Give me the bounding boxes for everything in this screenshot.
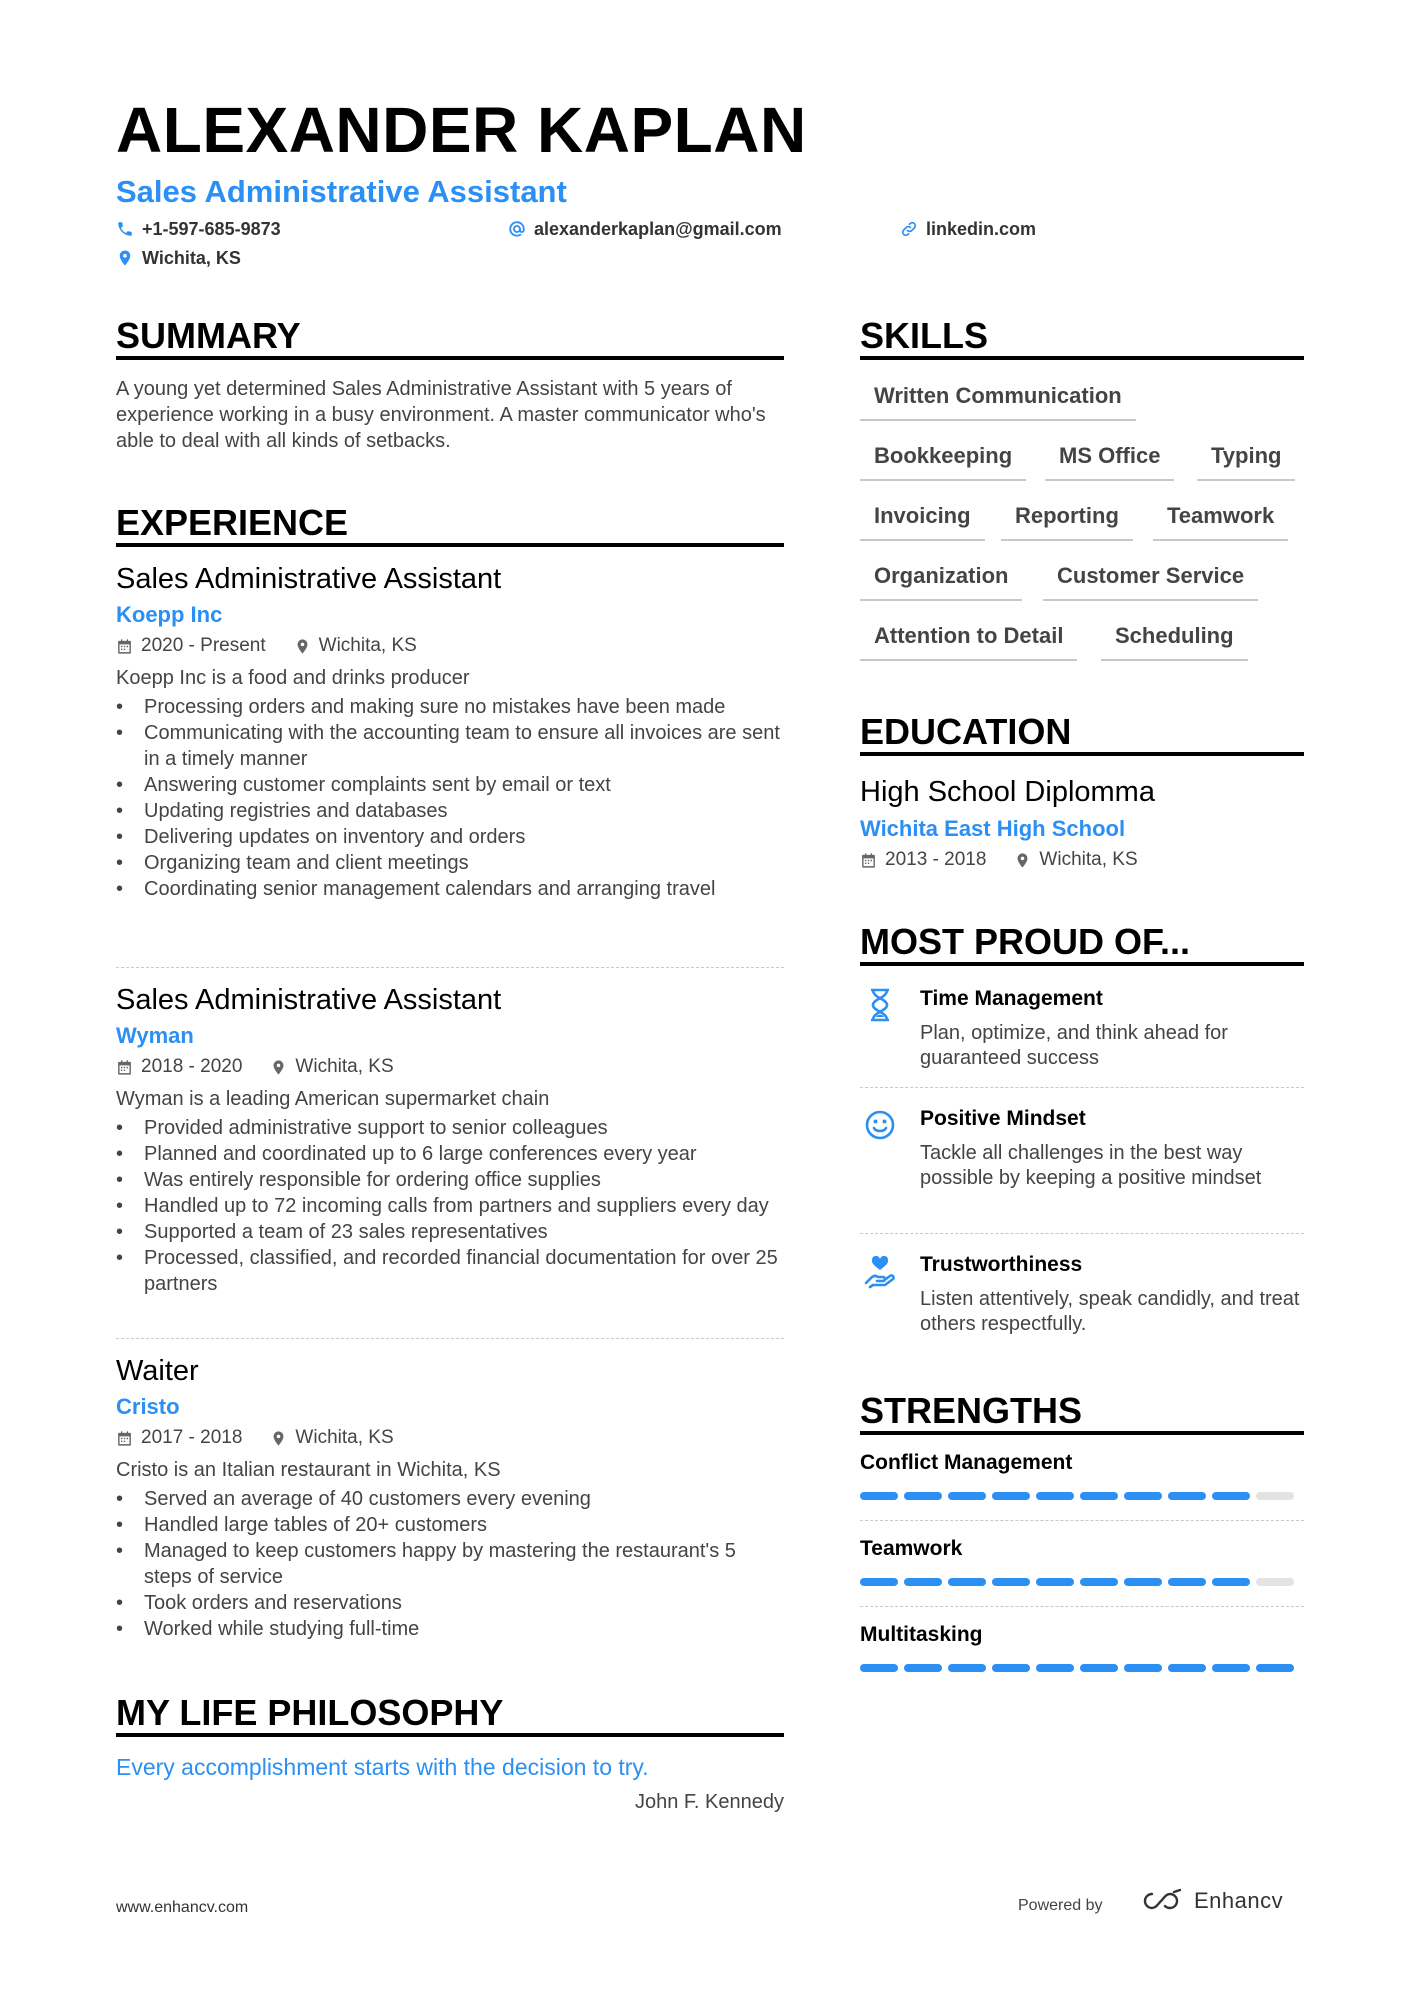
job-location [270, 1424, 393, 1452]
skill-tag: Customer Service [1043, 563, 1258, 601]
education-heading: EDUCATION [860, 711, 1072, 752]
strength-segment-filled [1036, 1578, 1074, 1586]
strength-segment-filled [992, 1664, 1030, 1672]
strength-segment-empty [1256, 1578, 1294, 1586]
philosophy-author: John F. Kennedy [635, 1791, 784, 1813]
skill-tag: Typing [1197, 443, 1295, 481]
footer-powered-by: Powered by [1018, 1897, 1103, 1914]
location-pin-icon [1014, 852, 1031, 869]
job-bullet: • Updating registries and databases [116, 798, 784, 824]
job-bullet: • Was entirely responsible for ordering office supplies [116, 1167, 784, 1193]
strength-segment-filled [992, 1492, 1030, 1500]
phone-icon [116, 220, 134, 238]
job-dates-text: 2020 - Present [141, 635, 266, 656]
job-title: Waiter [116, 1355, 199, 1387]
strength-name: Multitasking [860, 1623, 983, 1646]
strength-segment-filled [948, 1578, 986, 1586]
skill-tag: Teamwork [1153, 503, 1288, 541]
job-bullets [116, 1115, 784, 1297]
strength-segment-filled [1212, 1578, 1250, 1586]
proud-item [860, 985, 1304, 1085]
job-bullet: • Processing orders and making sure no mistakes have been made [116, 694, 784, 720]
experience-rule [116, 543, 784, 547]
job-company: Koepp Inc [116, 602, 223, 627]
job-bullet: • Supported a team of 23 sales representatives [116, 1219, 784, 1245]
strength-segment-filled [1124, 1664, 1162, 1672]
job-company: Cristo [116, 1394, 180, 1419]
strength-segment-filled [1080, 1664, 1118, 1672]
proud-rule [860, 962, 1304, 966]
education-school: Wichita East High School [860, 816, 1126, 841]
strength-segment-filled [860, 1664, 898, 1672]
email-text[interactable]: alexanderkaplan@gmail.com [534, 219, 782, 239]
proud-title: Trustworthiness [920, 1253, 1083, 1276]
at-icon [508, 220, 526, 238]
strengths-rule [860, 1431, 1304, 1435]
job-bullet: • Coordinating senior management calendars and arranging travel [116, 876, 784, 902]
job-dates-text: 2017 - 2018 [141, 1427, 243, 1448]
job-dates [116, 1053, 242, 1081]
job-title: Sales Administrative Assistant [116, 984, 502, 1016]
strength-bar [860, 1578, 1294, 1586]
enhancv-logo[interactable] [1138, 1888, 1283, 1914]
job-location-text: Wichita, KS [295, 1427, 394, 1448]
job-bullet: • Managed to keep customers happy by mastering the restaurant's 5 steps of service [116, 1538, 784, 1590]
skill-tag: Invoicing [860, 503, 985, 541]
calendar-icon [116, 1430, 133, 1447]
philosophy-quote: Every accomplishment starts with the decision to try. [116, 1754, 649, 1780]
location-pin-icon [270, 1059, 287, 1076]
job-description: Koepp Inc is a food and drinks producer [116, 667, 470, 689]
location-text: Wichita, KS [142, 248, 241, 268]
candidate-name: ALEXANDER KAPLAN [116, 94, 807, 166]
hourglass-icon [864, 987, 896, 1023]
job-bullet: • Took orders and reservations [116, 1590, 784, 1616]
strength-bar [860, 1664, 1294, 1672]
job-bullet: • Processed, classified, and recorded financial documentation for over 25 partners [116, 1245, 784, 1297]
strengths-heading: STRENGTHS [860, 1390, 1083, 1431]
job-title: Sales Administrative Assistant [116, 563, 502, 595]
education-meta [860, 846, 1138, 874]
job-location [270, 1053, 393, 1081]
job-bullets [116, 1486, 784, 1642]
strength-segment-filled [992, 1578, 1030, 1586]
education-dates [860, 846, 986, 874]
skill-tag: Bookkeeping [860, 443, 1026, 481]
summary-rule [116, 356, 784, 360]
phone-text: +1-597-685-9873 [142, 219, 281, 239]
strength-segment-filled [1080, 1492, 1118, 1500]
candidate-title: Sales Administrative Assistant [116, 174, 567, 209]
calendar-icon [860, 852, 877, 869]
strength-segment-filled [1168, 1664, 1206, 1672]
proud-item [860, 1251, 1304, 1351]
job-dates [116, 1424, 242, 1452]
strength-segment-filled [904, 1578, 942, 1586]
strength-segment-filled [1036, 1664, 1074, 1672]
summary-heading: SUMMARY [116, 315, 301, 356]
job-location [294, 632, 417, 660]
job-bullet: • Served an average of 40 customers every evening [116, 1486, 784, 1512]
job-bullet: • Delivering updates on inventory and orders [116, 824, 784, 850]
job-bullet: • Handled large tables of 20+ customers [116, 1512, 784, 1538]
job-entry [116, 1354, 784, 1642]
footer-website[interactable]: www.enhancv.com [116, 1899, 249, 1916]
job-description: Cristo is an Italian restaurant in Wichita, KS [116, 1459, 501, 1481]
contact-phone [116, 220, 281, 238]
strength-segment-filled [860, 1578, 898, 1586]
job-divider [116, 1338, 784, 1339]
contact-location [116, 249, 241, 267]
education-rule [860, 752, 1304, 756]
job-bullet: • Organizing team and client meetings [116, 850, 784, 876]
proud-item [860, 1105, 1304, 1225]
job-entry [116, 562, 784, 902]
experience-heading: EXPERIENCE [116, 502, 349, 543]
calendar-icon [116, 638, 133, 655]
skill-tag: Attention to Detail [860, 623, 1077, 661]
contact-email[interactable] [508, 220, 782, 238]
strength-segment-filled [1212, 1492, 1250, 1500]
strength-segment-filled [1124, 1578, 1162, 1586]
job-meta [116, 632, 784, 660]
proud-text: Plan, optimize, and think ahead for guaranteed success [920, 1022, 1228, 1069]
strength-segment-filled [1212, 1664, 1250, 1672]
location-pin-icon [294, 638, 311, 655]
job-bullets [116, 694, 784, 902]
job-bullet: • Worked while studying full-time [116, 1616, 784, 1642]
calendar-icon [116, 1059, 133, 1076]
education-dates-text: 2013 - 2018 [885, 849, 987, 870]
job-company: Wyman [116, 1023, 194, 1048]
strength-segment-empty [1256, 1492, 1294, 1500]
heart-hand-icon [864, 1253, 896, 1289]
skills-rule [860, 356, 1304, 360]
job-location-text: Wichita, KS [318, 635, 417, 656]
skill-tag: MS Office [1045, 443, 1174, 481]
job-dates-text: 2018 - 2020 [141, 1056, 243, 1077]
proud-text: Listen attentively, speak candidly, and treat others respectfully. [920, 1288, 1300, 1335]
location-pin-icon [116, 249, 134, 267]
strength-segment-filled [1168, 1578, 1206, 1586]
strength-segment-filled [904, 1492, 942, 1500]
proud-title: Time Management [920, 987, 1103, 1010]
strength-segment-filled [904, 1664, 942, 1672]
job-dates [116, 632, 266, 660]
strength-segment-filled [948, 1492, 986, 1500]
education-location-text: Wichita, KS [1039, 849, 1138, 870]
strength-divider [860, 1520, 1304, 1521]
strength-segment-filled [860, 1492, 898, 1500]
summary-text: A young yet determined Sales Administrative Assistant with 5 years of experience working in a busy environment. A master communicator who's able to deal with all kinds of setbacks. [116, 378, 766, 452]
smiley-icon [864, 1107, 896, 1143]
philosophy-heading: MY LIFE PHILOSOPHY [116, 1692, 504, 1733]
job-bullet: • Planned and coordinated up to 6 large conferences every year [116, 1141, 784, 1167]
strength-segment-filled [1168, 1492, 1206, 1500]
education-location [1014, 846, 1137, 874]
skill-tag: Reporting [1001, 503, 1133, 541]
job-bullet: • Communicating with the accounting team to ensure all invoices are sent in a timely manner [116, 720, 784, 772]
strength-bar [860, 1492, 1294, 1500]
skill-tag: Written Communication [860, 383, 1136, 421]
job-meta [116, 1424, 784, 1452]
strength-segment-filled [1256, 1664, 1294, 1672]
enhancv-logo-icon [1138, 1888, 1184, 1914]
job-location-text: Wichita, KS [295, 1056, 394, 1077]
strength-segment-filled [1080, 1578, 1118, 1586]
job-entry [116, 983, 784, 1297]
job-meta [116, 1053, 784, 1081]
link-icon [900, 220, 918, 238]
contact-linkedin[interactable] [900, 220, 1036, 238]
job-divider [116, 967, 784, 968]
education-degree: High School Diplomma [860, 776, 1155, 808]
job-description: Wyman is a leading American supermarket chain [116, 1088, 550, 1110]
job-bullet: • Answering customer complaints sent by email or text [116, 772, 784, 798]
linkedin-text[interactable]: linkedin.com [926, 219, 1037, 239]
strength-name: Conflict Management [860, 1451, 1073, 1474]
skill-tag: Scheduling [1101, 623, 1248, 661]
strength-divider [860, 1606, 1304, 1607]
job-bullet: • Provided administrative support to senior colleagues [116, 1115, 784, 1141]
proud-divider [860, 1233, 1304, 1234]
job-bullet: • Handled up to 72 incoming calls from partners and suppliers every day [116, 1193, 784, 1219]
skills-heading: SKILLS [860, 315, 989, 356]
proud-heading: MOST PROUD OF... [860, 921, 1191, 962]
strength-segment-filled [948, 1664, 986, 1672]
skill-tag: Organization [860, 563, 1022, 601]
proud-text: Tackle all challenges in the best way possible by keeping a positive mindset [920, 1142, 1262, 1189]
strength-segment-filled [1124, 1492, 1162, 1500]
proud-divider [860, 1087, 1304, 1088]
philosophy-rule [116, 1733, 784, 1737]
proud-title: Positive Mindset [920, 1107, 1086, 1130]
enhancv-brand-text: Enhancv [1194, 1888, 1284, 1913]
strength-segment-filled [1036, 1492, 1074, 1500]
strength-name: Teamwork [860, 1537, 963, 1560]
location-pin-icon [270, 1430, 287, 1447]
